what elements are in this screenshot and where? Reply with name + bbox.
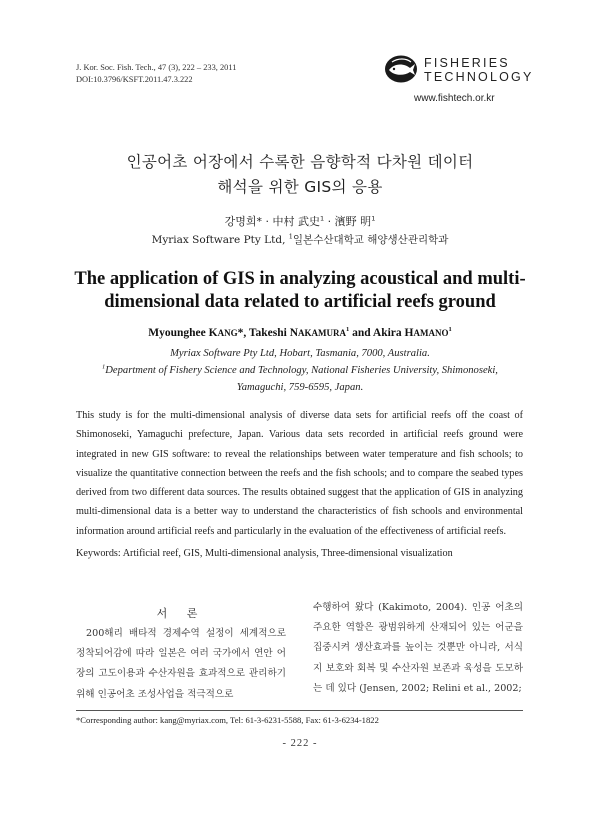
korean-authors [0, 213, 600, 229]
fish-emblem-icon [384, 54, 418, 84]
section-title-introduction: 서 론 [156, 607, 206, 620]
author-1-surname-smallcaps: ANG [217, 328, 238, 338]
journal-citation: J. Kor. Soc. Fish. Tech., 47 (3), 222 – 233, 2011 [76, 63, 237, 72]
affil-company: Myriax Software Pty Ltd, [151, 234, 289, 246]
author-2-first: *, Takeshi N [237, 327, 298, 339]
journal-reference [76, 62, 236, 86]
korean-title [40, 150, 560, 200]
page-number: - 222 - [282, 738, 318, 749]
affil-marker: 1 [346, 326, 350, 334]
logo-line-1: FISHERIES [424, 56, 510, 70]
korean-affiliation [0, 232, 600, 247]
body-column-left [76, 604, 286, 705]
body-paragraph-continued: 수행하여 왔다 (Kakimoto, 2004). 인공 어초의 주요한 역할은 광범위하게 산재되어 있는 어군을 집중시켜 생산효과를 높이는 것뿐만 아니라, 서식지 보호와 회복 및 수산자원 보존과 육성을 도모하는 데 있다 (Jensen, 2002; Relini et al., 2002; [313, 602, 523, 694]
journal-logo [384, 52, 534, 107]
affil-marker: 1 [102, 363, 106, 371]
english-affiliations [60, 345, 540, 396]
corresponding-author-footnote: *Corresponding author: kang@myriax.com, Tel: 61-3-6231-5588, Fax: 61-3-6234-1822 [76, 715, 379, 725]
english-title-line-2: dimensional data related to artificial reefs ground [104, 292, 496, 312]
korean-title-line-1: 인공어초 어장에서 수록한 음향학적 다차원 데이터 [126, 153, 474, 171]
logo-line-2: TECHNOLOGY [424, 70, 534, 84]
affil-university: 일본수산대학교 해양생산관리학과 [292, 234, 449, 246]
author-3-surname-smallcaps: AMANO [413, 328, 449, 338]
korean-author-names: 강명희* · 中村 武史 [224, 215, 321, 228]
affiliation-2-line-2: Yamaguchi, 759-6595, Japan. [236, 382, 364, 393]
korean-author-names-2: · 濱野 明 [324, 215, 372, 228]
affiliation-2-line-1: Department of Fishery Science and Technology, National Fisheries University, Shimonoseki, [105, 365, 498, 376]
body-paragraph: 200해리 배타적 경제수역 설정이 세계적으로 정착되어감에 따라 일본은 여러 국가에서 연안 어장의 고도이용과 수산자원을 효과적으로 관리하기 위해 인공어초 조성사업을 적극적으로 [76, 628, 286, 700]
affil-marker: 1 [448, 326, 452, 334]
korean-title-line-2: 해석을 위한 GIS의 응용 [217, 178, 383, 196]
english-authors [0, 327, 600, 339]
affiliation-1: Myriax Software Pty Ltd, Hobart, Tasmania, 7000, Australia. [170, 348, 430, 359]
abstract: This study is for the multi-dimensional analysis of diverse data sets for artificial reefs off the coast of Shimonoseki, Yamaguchi prefecture, Japan. Various data sets recorded in artificial reefs ground were integrated in new GIS software: to reveal the relationships between water temperature and fish schools; to visualize the quantitative connection between the reefs and the fish schools; and to compare the seabed types derived from two different data sources. The results obtained suggest that the application of GIS in analyzing multi-dimensional data is a better way to understand the characteristics of fish schools and environmental information around artificial reefs and particularly in the evaluation of the effectiveness of artificial reefs. [76, 410, 523, 537]
journal-url[interactable]: www.fishtech.or.kr [414, 93, 495, 104]
affil-marker: 1 [288, 232, 293, 241]
author-2-surname-smallcaps: AKAMURA [298, 328, 346, 338]
body-column-right [313, 598, 523, 699]
keywords: Keywords: Artificial reef, GIS, Multi-dimensional analysis, Three-dimensional visualization [76, 548, 453, 559]
affiliation-2 [60, 362, 540, 379]
english-title-line-1: The application of GIS in analyzing acoustical and multi- [74, 269, 526, 289]
logo-wordmark [424, 56, 534, 84]
english-title [50, 268, 550, 314]
author-1-first: Myounghee K [148, 327, 218, 339]
affil-marker: 1 [320, 214, 325, 223]
author-3-first: and Akira H [349, 327, 414, 339]
affil-marker: 1 [371, 214, 376, 223]
doi: DOI:10.3796/KSFT.2011.47.3.222 [76, 75, 193, 84]
footnote-divider [76, 710, 523, 711]
